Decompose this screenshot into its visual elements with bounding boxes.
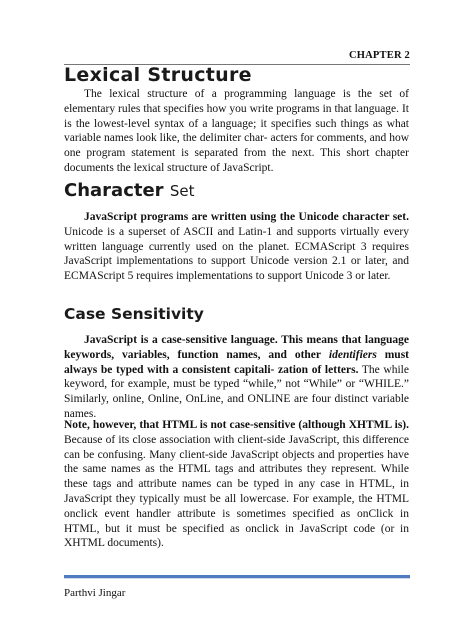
section-title-character-set-light: Set [169,182,195,200]
paragraph-case-sensitivity-2 [64,418,409,551]
case-lead-part2: must always be typed with a consistent capitali- zation of letters. [64,348,409,376]
case-body-2: Because of its close association with client-side JavaScript, this difference can be confusing. Many client-side JavaScript objects and properties have the same names as the HTML tags and attributes they represent. While these tags and attribute names can be typed in any case in HTML, in JavaScript they typically must be all lowercase. For example, the HTML onclick event handler attribute is sometimes specified as onClick in HTML, but it must be specified as onclick in JavaScript code (or in XHTML documents). [64,433,409,550]
footer-author: Parthvi Jingar [64,587,126,599]
paragraph-character-set [64,210,409,284]
case-lead-italic: identifiers [328,348,377,361]
character-set-body: Unicode is a superset of ASCII and Latin-1 and supports virtually every written language currently used on the planet. ECMAScript 3 requires JavaScript implementations to support Unicode version 2.1 or later, and ECMAScript 5 requires implementations to support Unicode 3 or later. [64,225,409,283]
character-set-lead: JavaScript programs are written using the Unicode character set. [84,211,409,223]
case-body-1: The while keyword, for example, must be typed “while,” not “While” or “WHILE.” Similarly, online, Online, OnLine, and ONLINE are four distinct variable names. [64,363,409,420]
section-title-lexical-structure: Lexical Structure [64,64,252,86]
footer-accent-bar [64,575,410,578]
chapter-label: CHAPTER 2 [348,50,410,61]
paragraph-lexical-structure: The lexical structure of a programming language is the set of elementary rules that specifies how you write programs in that language. It is the lowest-level syntax of a language; it specifies such things as what variable names look like, the delimiter char- acters for comments, and how one program statement is separated from the next. This short chapter documents the lexical structure of JavaScript. [64,88,409,174]
paragraph-case-sensitivity-1 [64,333,409,422]
section-title-case-sensitivity: Case Sensitivity [64,305,204,323]
section-title-character-set [64,180,194,201]
case-note-lead: Note, however, that HTML is not case-sensitive (although XHTML is). [64,419,409,431]
case-lead-part1: JavaScript is a case-sensitive language. This means that language keywords, variables, function names, and other [64,334,409,361]
section-title-character-set-bold: Character [64,180,164,201]
